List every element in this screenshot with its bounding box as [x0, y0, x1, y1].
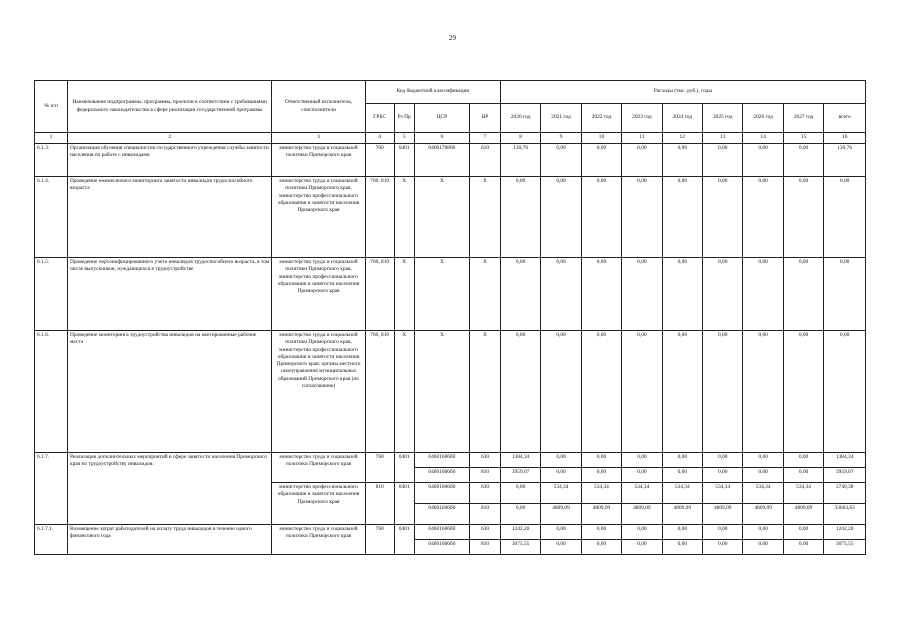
row-value: 534,34 — [662, 483, 702, 504]
column-number: 1 — [35, 133, 68, 144]
row-grbs: 760 — [365, 453, 394, 483]
header-name: Наименование подпрограммы, программы, проектов в соответствии с требованиями федерального законодательства в сфере реализации государственной программы — [67, 81, 271, 133]
table-row — [35, 144, 866, 177]
row-value: 0,00 — [662, 540, 702, 555]
header-costs: Расходы (тыс. руб.), годы — [500, 81, 865, 104]
row-value: 0,00 — [581, 177, 621, 258]
row-responsible: министерство труда и социальной политики Приморского края, министерство профессионального образования и занятости населения Приморского края — [272, 258, 366, 331]
row-value: 4809,09 — [662, 504, 702, 525]
row-value: 0,00 — [541, 144, 581, 177]
row-value: 534,34 — [783, 483, 823, 504]
row-value: 0,00 — [622, 453, 662, 468]
row-responsible: министерство труда и социальной политики Приморского края, министерство профессионального образования и занятости населения Приморского края — [272, 177, 366, 258]
column-number-row — [35, 133, 866, 144]
table-row — [35, 525, 866, 540]
row-csr: 04601606б0 — [414, 540, 469, 555]
row-responsible: министерство труда и социальной политики Приморского края, министерство профессионального образования и занятости населения Приморского края; органы местного самоуправления муниципальных образований Приморского края (по согласованию) — [272, 331, 366, 453]
row-value: 0,00 — [581, 468, 621, 483]
row-value: 0,00 — [824, 177, 866, 258]
row-value: 0,00 — [581, 331, 621, 453]
row-vr: 810 — [470, 468, 501, 483]
row-responsible: министерство труда и социальной политики Приморского края — [272, 525, 366, 555]
header-year-2021: 2021 год — [541, 104, 581, 133]
row-value: 0,00 — [703, 144, 743, 177]
header-year-2020: 2020 год — [500, 104, 540, 133]
row-value: 0,00 — [622, 525, 662, 540]
column-number: 9 — [541, 133, 581, 144]
row-num: 6.1.4. — [35, 177, 68, 258]
column-number: 11 — [622, 133, 662, 144]
row-num: 6.1.7. — [35, 453, 68, 525]
table-row — [35, 177, 866, 258]
row-value: 1384,34 — [500, 453, 540, 468]
row-value: 0,00 — [703, 540, 743, 555]
row-value: 0,00 — [500, 177, 540, 258]
row-value: 0,00 — [783, 144, 823, 177]
row-rzpr: Х — [394, 177, 414, 258]
row-value: 0,00 — [541, 331, 581, 453]
header-year-2024: 2024 год — [662, 104, 702, 133]
header-year-2023: 2023 год — [622, 104, 662, 133]
row-csr: Х — [414, 177, 469, 258]
row-csr: 04601606б0 — [414, 504, 469, 525]
row-value: 0,00 — [622, 331, 662, 453]
row-value: 0,00 — [662, 468, 702, 483]
row-value: 0,00 — [743, 331, 783, 453]
row-value: 0,00 — [743, 453, 783, 468]
header-vr: ВР — [470, 104, 501, 133]
row-csr: 04601606б0 — [414, 483, 469, 504]
header-year-2026: 2026 год — [743, 104, 783, 133]
row-vr: Х — [470, 258, 501, 331]
row-value: 0,00 — [500, 483, 540, 504]
column-number: 15 — [783, 133, 823, 144]
row-value: 0,00 — [662, 177, 702, 258]
row-value: 0,00 — [541, 453, 581, 468]
row-value: 0,00 — [581, 258, 621, 331]
row-value: 0,00 — [783, 177, 823, 258]
row-value: 0,00 — [541, 468, 581, 483]
column-number: 2 — [67, 133, 271, 144]
row-responsible: министерство труда и социальной политики Приморского края — [272, 144, 366, 177]
row-value: 4809,09 — [541, 504, 581, 525]
row-value: 534,34 — [581, 483, 621, 504]
row-value: 0,00 — [743, 540, 783, 555]
header-year-2025: 2025 год — [703, 104, 743, 133]
column-number: 4 — [365, 133, 394, 144]
row-num: 6.1.5. — [35, 258, 68, 331]
row-grbs: 760 — [365, 525, 394, 555]
row-value: 0,00 — [743, 144, 783, 177]
row-value: 534,34 — [622, 483, 662, 504]
row-value: 4809,09 — [783, 504, 823, 525]
row-value: 0,00 — [703, 177, 743, 258]
row-value: 0,00 — [703, 258, 743, 331]
row-num: 6.1.7.1. — [35, 525, 68, 555]
row-value: 0,00 — [662, 525, 702, 540]
column-number: 3 — [272, 133, 366, 144]
row-value: 0,00 — [541, 540, 581, 555]
row-rzpr: Х — [394, 331, 414, 453]
page-number: 29 — [449, 34, 456, 42]
row-value: 0,00 — [783, 525, 823, 540]
row-value: 0,00 — [541, 177, 581, 258]
row-rzpr: 0401 — [394, 483, 414, 525]
row-value: 4809,09 — [581, 504, 621, 525]
row-num: 6.1.3. — [35, 144, 68, 177]
row-value: 1384,34 — [824, 453, 866, 468]
row-name: Проведение персонифицированного учета инвалидов трудоспособного возраста, в том числе выпускников, нуждающихся в трудоустройстве — [67, 258, 271, 331]
row-vr: 630 — [470, 483, 501, 504]
row-grbs: 760, 810 — [365, 177, 394, 258]
row-rzpr: 0401 — [394, 453, 414, 483]
row-csr: 04601606б0 — [414, 453, 469, 468]
column-number: 10 — [581, 133, 621, 144]
row-value: 0,00 — [581, 453, 621, 468]
row-value: 0,00 — [662, 331, 702, 453]
row-name: Проведение мониторинга трудоустройства инвалидов на квотированные рабочие места — [67, 331, 271, 453]
row-responsible: министерство труда и социальной политики Приморского края — [272, 453, 366, 483]
row-value: 0,00 — [622, 177, 662, 258]
row-value: 0,00 — [743, 177, 783, 258]
row-value: 0,00 — [743, 525, 783, 540]
row-value: 534,34 — [703, 483, 743, 504]
row-grbs: 760 — [365, 144, 394, 177]
row-value: 0,00 — [622, 144, 662, 177]
row-grbs: 760, 810 — [365, 258, 394, 331]
row-value: 0,00 — [662, 144, 702, 177]
row-value: 0,00 — [581, 540, 621, 555]
row-value: 0,00 — [703, 453, 743, 468]
row-responsible: министерство профессионального образования и занятости населения Приморского края — [272, 483, 366, 525]
row-vr: Х — [470, 331, 501, 453]
row-value: 0,00 — [662, 258, 702, 331]
header-kbk: Код бюджетной классификации — [365, 81, 500, 104]
column-number: 13 — [703, 133, 743, 144]
row-grbs: 810 — [365, 483, 394, 525]
row-value: 0,00 — [824, 258, 866, 331]
row-value: 0,00 — [783, 453, 823, 468]
row-name: Проведение ежемесячного мониторинга занятости инвалидов трудоспособного возраста — [67, 177, 271, 258]
table-row — [35, 453, 866, 468]
row-value: 3959,07 — [824, 468, 866, 483]
row-vr: 630 — [470, 453, 501, 468]
row-value: 0,00 — [743, 468, 783, 483]
row-rzpr: 0401 — [394, 144, 414, 177]
row-value: 0,00 — [743, 258, 783, 331]
row-value: 0,00 — [703, 468, 743, 483]
column-number: 12 — [662, 133, 702, 144]
column-number: 5 — [394, 133, 414, 144]
row-value: 0,00 — [622, 258, 662, 331]
column-number: 6 — [414, 133, 469, 144]
row-name: Организация обучения специалистов государственного учреждения службы занятости населения по работе с инвалидами — [67, 144, 271, 177]
budget-table — [34, 80, 866, 555]
row-vr: 810 — [470, 504, 501, 525]
row-name: Возмещение затрат работодателей на оплату труда инвалидов в течение одного финансового года — [67, 525, 271, 555]
row-value: 1242,20 — [824, 525, 866, 540]
row-vr: 610 — [470, 144, 501, 177]
column-number: 7 — [470, 133, 501, 144]
row-value: 0,00 — [783, 540, 823, 555]
row-rzpr: 0401 — [394, 525, 414, 555]
header-rzpr: Рз Пр — [394, 104, 414, 133]
row-value: 0,00 — [783, 468, 823, 483]
row-value: 3075,55 — [500, 540, 540, 555]
row-value: 33663,63 — [824, 504, 866, 525]
row-rzpr: Х — [394, 258, 414, 331]
row-value: 4809,09 — [622, 504, 662, 525]
row-value: 3740,38 — [824, 483, 866, 504]
row-csr: Х — [414, 258, 469, 331]
row-vr: 810 — [470, 540, 501, 555]
column-number: 16 — [824, 133, 866, 144]
row-value: 534,34 — [743, 483, 783, 504]
row-value: 0,00 — [662, 453, 702, 468]
column-number: 8 — [500, 133, 540, 144]
row-value: 0,00 — [541, 525, 581, 540]
row-value: 0,00 — [824, 331, 866, 453]
row-value: 0,00 — [622, 468, 662, 483]
row-grbs: 760, 810 — [365, 331, 394, 453]
row-value: 0,00 — [500, 331, 540, 453]
row-value: 4809,09 — [743, 504, 783, 525]
row-vr: 630 — [470, 525, 501, 540]
row-value: 0,00 — [703, 331, 743, 453]
row-num: 6.1.6. — [35, 331, 68, 453]
header-grbs: ГРБС — [365, 104, 394, 133]
row-value: 3075,55 — [824, 540, 866, 555]
row-csr: Х — [414, 331, 469, 453]
header-year-2022: 2022 год — [581, 104, 621, 133]
row-csr: 04601606б0 — [414, 468, 469, 483]
row-value: 534,34 — [541, 483, 581, 504]
row-value: 4809,09 — [703, 504, 743, 525]
row-value: 0,00 — [783, 331, 823, 453]
row-value: 0,00 — [622, 540, 662, 555]
row-value: 0,00 — [541, 258, 581, 331]
column-number: 14 — [743, 133, 783, 144]
row-value: 0,00 — [500, 258, 540, 331]
row-value: 0,00 — [581, 525, 621, 540]
header-responsible: Ответственный исполнитель, соисполнители — [272, 81, 366, 133]
row-value: 130,76 — [824, 144, 866, 177]
row-csr: 04601606б0 — [414, 525, 469, 540]
header-year-2027: 2027 год — [783, 104, 823, 133]
header-total: всего — [824, 104, 866, 133]
header-csr: ЦСР — [414, 104, 469, 133]
row-vr: Х — [470, 177, 501, 258]
row-value: 1242,20 — [500, 525, 540, 540]
table-row — [35, 258, 866, 331]
row-value: 130,76 — [500, 144, 540, 177]
row-value: 0,00 — [581, 144, 621, 177]
row-csr: 0460170860 — [414, 144, 469, 177]
header-num: № п/п — [35, 81, 68, 133]
row-name: Реализация дополнительных мероприятий в сфере занятости населения Приморского края по трудоустройству инвалидов: — [67, 453, 271, 525]
table-row — [35, 331, 866, 453]
row-value: 0,00 — [500, 504, 540, 525]
row-value: 3959,07 — [500, 468, 540, 483]
row-value: 0,00 — [783, 258, 823, 331]
row-value: 0,00 — [703, 525, 743, 540]
